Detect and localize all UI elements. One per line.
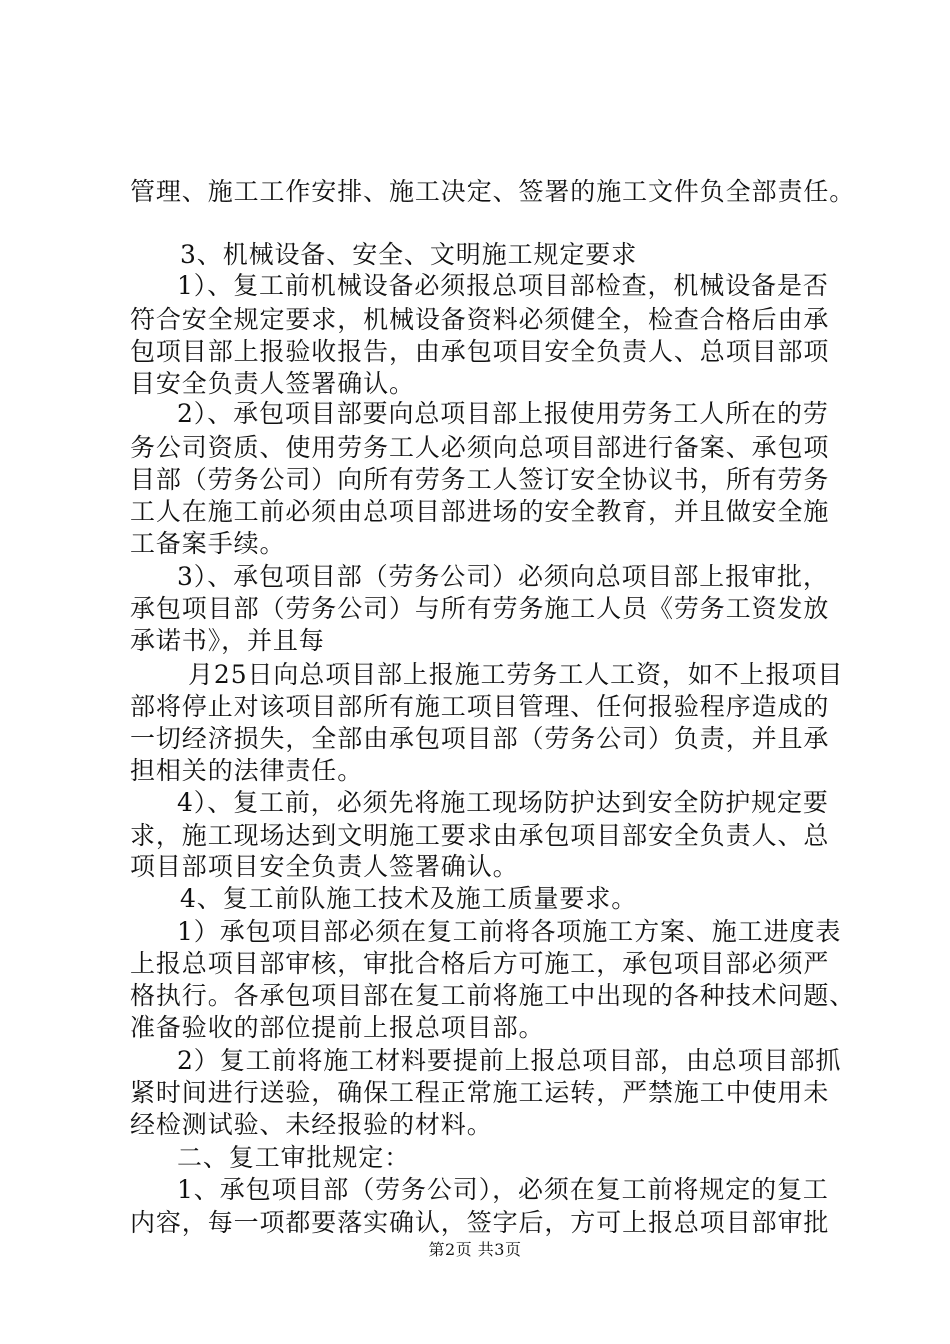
text-line: 担相关的法律责任。 <box>130 756 364 785</box>
section-heading: 3、机械设备、安全、文明施工规定要求 <box>180 240 638 269</box>
text-line: 3）、承包项目部（劳务公司）必须向总项目部上报审批， <box>177 562 829 591</box>
text-line: 1、承包项目部（劳务公司），必须在复工前将规定的复工 <box>177 1175 829 1204</box>
text-line: 4）、复工前，必须先将施工现场防护达到安全防护规定要 <box>177 788 829 817</box>
text-line: 1）承包项目部必须在复工前将各项施工方案、施工进度表 <box>177 917 842 946</box>
text-line: 求，施工现场达到文明施工要求由承包项目部安全负责人、总 <box>130 821 830 850</box>
text-line: 上报总项目部审核，审批合格后方可施工，承包项目部必须严 <box>130 949 830 978</box>
text-line: 符合安全规定要求，机械设备资料必须健全，检查合格后由承 <box>130 305 830 334</box>
section-heading: 4、复工前队施工技术及施工质量要求。 <box>180 884 638 913</box>
text-line: 项目部项目安全负责人签署确认。 <box>130 852 519 881</box>
section-heading: 二、复工审批规定： <box>177 1143 411 1172</box>
page-number: 第2页 共3页 <box>428 1240 522 1259</box>
text-line: 格执行。各承包项目部在复工前将施工中出现的各种技术问题、 <box>130 981 856 1010</box>
text-line: 月25日向总项目部上报施工劳务工人工资，如不上报项目 <box>188 660 844 689</box>
text-line: 紧时间进行送验，确保工程正常施工运转，严禁施工中使用未 <box>130 1078 830 1107</box>
text-line: 2）复工前将施工材料要提前上报总项目部，由总项目部抓 <box>177 1046 842 1075</box>
text-line: 包项目部上报验收报告，由承包项目安全负责人、总项目部项 <box>130 337 830 366</box>
text-line: 内容，每一项都要落实确认，签字后，方可上报总项目部审批 <box>130 1208 830 1237</box>
text-line: 目安全负责人签署确认。 <box>130 369 415 398</box>
text-line: 承诺书》，并且每 <box>130 626 325 655</box>
text-line: 管理、施工工作安排、施工决定、签署的施工文件负全部责任。 <box>130 177 856 206</box>
text-line: 工备案手续。 <box>130 529 286 558</box>
text-line: 务公司资质、使用劳务工人必须向总项目部进行备案、承包项 <box>130 433 830 462</box>
text-line: 2）、承包项目部要向总项目部上报使用劳务工人所在的劳 <box>177 399 829 428</box>
text-line: 准备验收的部位提前上报总项目部。 <box>130 1013 545 1042</box>
text-line: 承包项目部（劳务公司）与所有劳务施工人员《劳务工资发放 <box>130 594 830 623</box>
text-line: 部将停止对该项目部所有施工项目管理、任何报验程序造成的 <box>130 692 830 721</box>
text-line: 一切经济损失，全部由承包项目部（劳务公司）负责，并且承 <box>130 724 830 753</box>
text-line: 目部（劳务公司）向所有劳务工人签订安全协议书，所有劳务 <box>130 465 830 494</box>
text-line: 经检测试验、未经报验的材料。 <box>130 1110 493 1139</box>
text-line: 1）、复工前机械设备必须报总项目部检查，机械设备是否 <box>177 271 829 300</box>
text-line: 工人在施工前必须由总项目部进场的安全教育，并且做安全施 <box>130 497 830 526</box>
